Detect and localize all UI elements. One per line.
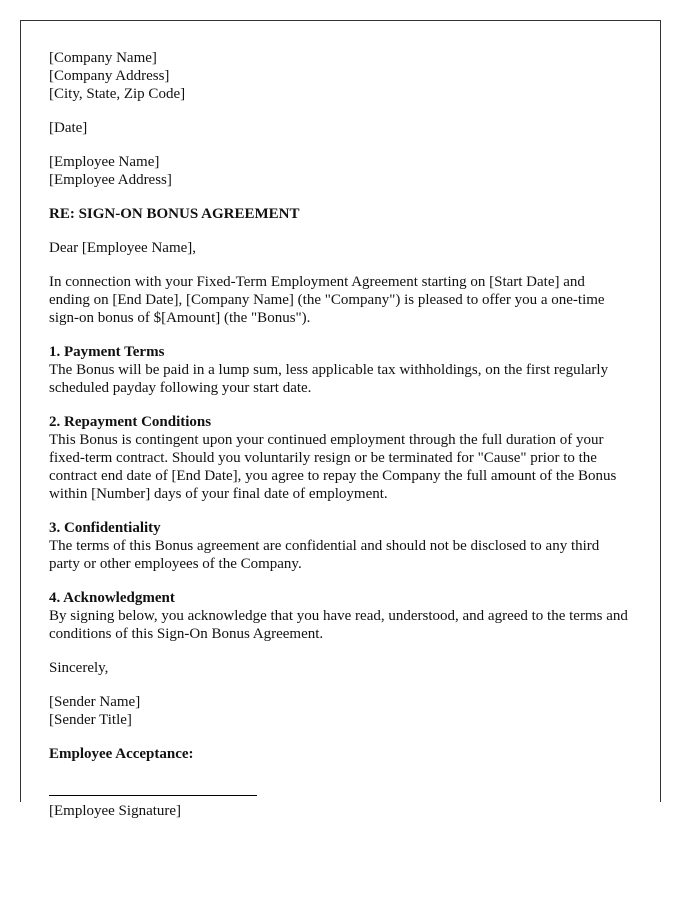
section-heading: 2. Repayment Conditions [49, 414, 212, 430]
company-address: [Company Address] [49, 68, 170, 84]
salutation: Dear [Employee Name], [49, 240, 197, 256]
subject-line: RE: SIGN-ON BONUS AGREEMENT [49, 206, 300, 222]
company-city: [City, State, Zip Code] [49, 86, 186, 102]
employee-address: [Employee Address] [49, 172, 172, 188]
section-repayment-conditions [49, 413, 629, 503]
intro-paragraph: In connection with your Fixed-Term Employment Agreement starting on [Start Date] and ending on [End Date], [Company Name] (the "Company") is pleased to offer you a one-time sign-on bonus of $[Amount] (the "Bonus"). [49, 274, 605, 326]
section-heading: 3. Confidentiality [49, 520, 161, 536]
letter-content [21, 21, 629, 820]
signature-line [49, 795, 257, 796]
section-heading: 4. Acknowledgment [49, 590, 175, 606]
company-block [49, 49, 629, 103]
signer-block [49, 693, 629, 729]
section-body: By signing below, you acknowledge that you have read, understood, and agreed to the terms and conditions of this Sign-On Bonus Agreement. [49, 608, 628, 642]
section-body: This Bonus is contingent upon your continued employment through the full duration of your fixed-term contract. Should you voluntarily resign or be terminated for "Cause" prior to the contract end date of [End Date], you agree to repay the Company the full amount of the Bonus within [Number] days of your final date of employment. [49, 432, 617, 502]
date: [Date] [49, 120, 88, 136]
acceptance-heading: Employee Acceptance: [49, 746, 194, 762]
section-heading: 1. Payment Terms [49, 344, 165, 360]
sender-name: [Sender Name] [49, 694, 141, 710]
employee-signature-label: [Employee Signature] [49, 802, 629, 820]
section-payment-terms [49, 343, 629, 397]
sender-title: [Sender Title] [49, 712, 132, 728]
section-confidentiality [49, 519, 629, 573]
closing: Sincerely, [49, 660, 109, 676]
company-name: [Company Name] [49, 50, 157, 66]
recipient-block [49, 153, 629, 189]
section-body: The Bonus will be paid in a lump sum, less applicable tax withholdings, on the first regularly scheduled payday following your start date. [49, 362, 609, 396]
letter-page [20, 20, 661, 819]
section-body: The terms of this Bonus agreement are confidential and should not be disclosed to any third party or other employees of the Company. [49, 538, 600, 572]
section-acknowledgment [49, 589, 629, 643]
employee-name: [Employee Name] [49, 154, 160, 170]
